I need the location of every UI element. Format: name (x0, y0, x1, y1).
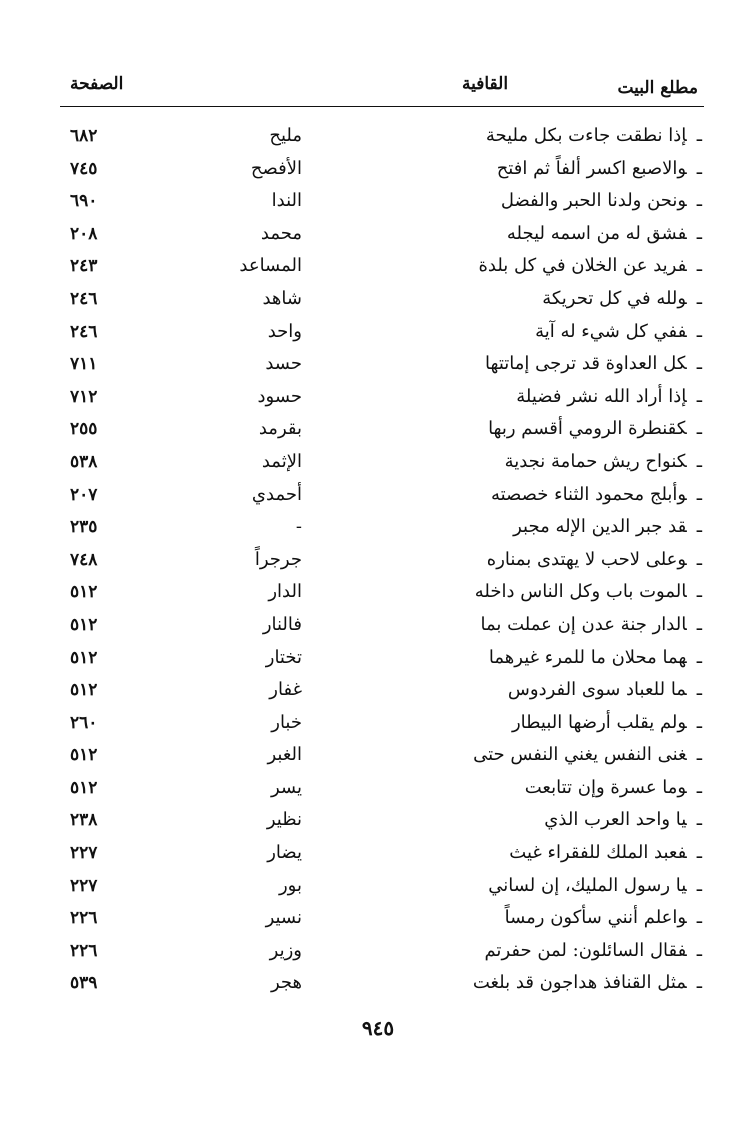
verse-rhyme: نظير (266, 809, 302, 831)
row-dash: ـ (696, 744, 702, 766)
verse-text: هما محلان ما للمرء غيرهما (488, 646, 687, 668)
row-dash: ـ (696, 125, 702, 146)
table-row (62, 381, 702, 414)
verse-rhyme: بقرمد (258, 418, 302, 440)
verse-page: ٢٦٠ (70, 712, 98, 733)
header-page: الصفحة (70, 74, 124, 94)
verse-text: فريد عن الخلان في كل بلدة (478, 255, 687, 277)
table-header (62, 70, 702, 104)
table-row (62, 153, 702, 186)
verse-rhyme: هجر (270, 972, 302, 994)
verse-page: ٧٤٥ (70, 158, 98, 179)
table-row (62, 772, 702, 805)
verse-rhyme: فالنار (262, 613, 302, 635)
table-row (62, 902, 702, 935)
verse-rhyme: حسد (265, 353, 302, 375)
row-dash: ـ (696, 418, 702, 440)
verse-text: وما عسرة وإن تتابعت (524, 776, 687, 798)
verse-page: ٢٤٦ (70, 321, 98, 342)
verse-first-line (475, 576, 702, 608)
header-first-line: مطلع البيت (617, 78, 698, 98)
table-row (62, 283, 702, 316)
verse-text: ونحن ولدنا الحبر والفضل (500, 190, 687, 212)
row-dash: ـ (696, 679, 702, 701)
verse-rhyme: شاهد (262, 287, 302, 309)
row-dash: ـ (696, 385, 702, 407)
verse-text: قد جبر الدين الإله مجبر (513, 516, 687, 538)
verse-first-line (488, 413, 702, 445)
verse-text: يا رسول المليك، إن لساني (488, 874, 687, 896)
verse-page: ٥١٢ (70, 647, 98, 668)
header-rhyme: القافية (462, 74, 509, 94)
verse-first-line (487, 544, 702, 576)
row-dash: ـ (696, 776, 702, 798)
verse-first-line (505, 446, 702, 478)
verse-rhyme: أحمدي (251, 483, 302, 505)
table-row (62, 967, 702, 1000)
row-dash: ـ (696, 157, 702, 179)
verse-first-line (484, 935, 702, 967)
page-number: ٩٤٥ (361, 1016, 395, 1040)
row-dash: ـ (696, 809, 702, 831)
verse-page: ٢٠٨ (70, 223, 98, 244)
row-dash: ـ (696, 255, 702, 277)
table-row (62, 609, 702, 642)
verse-rhyme: نسير (265, 907, 302, 929)
verse-rhyme: الإثمد (261, 450, 302, 472)
verse-page: ٥١٢ (70, 745, 98, 766)
verse-first-line (501, 185, 702, 217)
table-row (62, 413, 702, 446)
row-dash: ـ (696, 907, 702, 929)
verse-page: ٦٩٠ (70, 191, 98, 212)
verse-rhyme: حسود (257, 385, 302, 407)
verse-page: ٥٣٩ (70, 973, 98, 994)
verse-page: ٢٢٦ (70, 940, 98, 961)
row-dash: ـ (696, 581, 702, 603)
verse-text: والاصبع اكسر ألفاً ثم افتح (496, 157, 687, 179)
verse-page: ٢٤٣ (70, 256, 98, 277)
verse-text: مثل القنافذ هداجون قد بلغت (472, 972, 687, 994)
verse-first-line (478, 250, 702, 282)
verse-page: ٢٢٧ (70, 843, 98, 864)
table-row (62, 870, 702, 903)
row-dash: ـ (696, 353, 702, 375)
table-row (62, 250, 702, 283)
table-row (62, 479, 702, 512)
table-row (62, 446, 702, 479)
header-rule (60, 106, 704, 107)
verse-first-line (489, 642, 702, 674)
table-row (62, 674, 702, 707)
verse-text: إذا أراد الله نشر فضيلة (516, 385, 687, 407)
table-row (62, 316, 702, 349)
verse-rhyme: محمد (260, 222, 302, 244)
verse-page: ٢٣٨ (70, 810, 98, 831)
verse-rhyme: وزير (269, 939, 302, 961)
table-row (62, 707, 702, 740)
index-table (62, 120, 702, 1000)
verse-first-line (542, 283, 702, 315)
row-dash: ـ (696, 450, 702, 472)
verse-page: ٧١٢ (70, 386, 98, 407)
table-row (62, 544, 702, 577)
verse-first-line (488, 870, 702, 902)
verse-page: ٢٠٧ (70, 484, 98, 505)
row-dash: ـ (696, 483, 702, 505)
verse-page: ٧٤٨ (70, 549, 98, 570)
verse-rhyme: يسر (271, 776, 302, 798)
verse-text: الدار جنة عدن إن عملت بما (480, 613, 687, 635)
verse-page: ٥٣٨ (70, 451, 98, 472)
row-dash: ـ (696, 939, 702, 961)
row-dash: ـ (696, 287, 702, 309)
verse-first-line (491, 479, 702, 511)
verse-text: كنواح ريش حمامة نجدية (504, 450, 687, 472)
verse-page: ٢٢٦ (70, 908, 98, 929)
verse-rhyme: بور (278, 874, 302, 896)
verse-first-line (497, 153, 702, 185)
table-row (62, 185, 702, 218)
verse-rhyme: - (295, 516, 302, 538)
verse-first-line (516, 381, 702, 413)
verse-page: ٢٣٥ (70, 517, 98, 538)
verse-text: كل العداوة قد ترجى إماتتها (485, 353, 687, 375)
verse-first-line (480, 609, 702, 641)
verse-first-line (512, 707, 702, 739)
verse-rhyme: يضار (267, 842, 302, 864)
verse-page: ٥١٢ (70, 582, 98, 603)
verse-text: ولم يقلب أرضها البيطار (511, 711, 687, 733)
verse-rhyme: الدار (268, 581, 302, 603)
verse-page: ٥١٢ (70, 614, 98, 635)
verse-page: ٧١١ (70, 354, 98, 375)
verse-first-line (535, 316, 702, 348)
table-row (62, 935, 702, 968)
verse-text: وعلى لاحب لا يهتدى بمناره (486, 548, 687, 570)
verse-rhyme: الندا (271, 190, 302, 212)
table-row (62, 348, 702, 381)
table-row (62, 218, 702, 251)
table-row (62, 804, 702, 837)
table-row (62, 642, 702, 675)
verse-first-line (505, 902, 702, 934)
verse-page: ٢٤٦ (70, 288, 98, 309)
row-dash: ـ (696, 516, 702, 538)
verse-text: ففي كل شيء له آية (535, 320, 687, 342)
row-dash: ـ (696, 842, 702, 864)
row-dash: ـ (696, 874, 702, 896)
verse-first-line (509, 837, 702, 869)
verse-text: يا واحد العرب الذي (544, 809, 687, 831)
verse-rhyme: الأفصح (250, 157, 302, 179)
verse-page: ٥١٢ (70, 680, 98, 701)
verse-rhyme: مليح (269, 125, 302, 146)
verse-text: غنى النفس يغني النفس حتى (473, 744, 687, 766)
verse-page: ٢٢٧ (70, 875, 98, 896)
verse-rhyme: واحد (267, 320, 302, 342)
row-dash: ـ (696, 711, 702, 733)
verse-text: فعبد الملك للفقراء غيث (509, 842, 687, 864)
verse-text: إذا نطقت جاءت بكل مليحة (485, 125, 687, 146)
row-dash: ـ (696, 646, 702, 668)
row-dash: ـ (696, 972, 702, 994)
verse-first-line (513, 511, 702, 543)
verse-rhyme: تختار (265, 646, 302, 668)
verse-text: واعلم أنني سأكون رمساً (504, 907, 687, 929)
table-row (62, 739, 702, 772)
verse-text: الموت باب وكل الناس داخله (474, 581, 687, 603)
verse-page: ٦٨٢ (70, 126, 98, 146)
table-row (62, 120, 702, 153)
verse-rhyme: المساعد (239, 255, 302, 277)
table-row (62, 576, 702, 609)
verse-rhyme: الغبر (267, 744, 302, 766)
verse-text: فقال السائلون: لمن حفرتم (484, 939, 687, 961)
row-dash: ـ (696, 548, 702, 570)
verse-text: فشق له من اسمه ليجله (506, 222, 687, 244)
verse-first-line (485, 348, 702, 380)
row-dash: ـ (696, 320, 702, 342)
verse-page: ٢٥٥ (70, 419, 98, 440)
table-row (62, 511, 702, 544)
verse-page: ٥١٢ (70, 777, 98, 798)
verse-first-line (486, 120, 702, 152)
verse-first-line (507, 218, 702, 250)
verse-first-line (473, 967, 702, 999)
verse-text: وأبلج محمود الثناء خصصته (490, 483, 687, 505)
verse-rhyme: خبار (271, 711, 302, 733)
verse-rhyme: جرجراً (254, 548, 302, 570)
row-dash: ـ (696, 190, 702, 212)
verse-text: ولله في كل تحريكة (542, 287, 687, 309)
verse-text: كقنطرة الرومي أقسم ربها (488, 418, 687, 440)
row-dash: ـ (696, 613, 702, 635)
verse-rhyme: غفار (269, 679, 302, 701)
table-row (62, 837, 702, 870)
verse-first-line (508, 674, 702, 706)
verse-first-line (544, 804, 702, 836)
verse-first-line (473, 739, 702, 771)
verse-text: ما للعباد سوى الفردوس (507, 679, 687, 701)
row-dash: ـ (696, 222, 702, 244)
verse-first-line (525, 772, 702, 804)
